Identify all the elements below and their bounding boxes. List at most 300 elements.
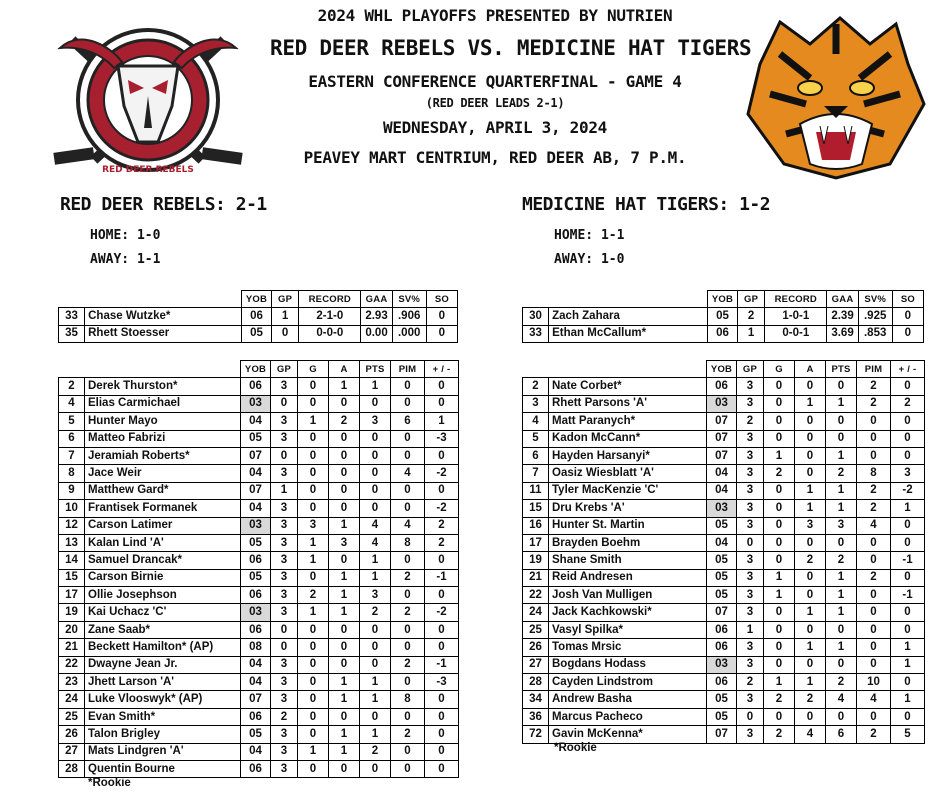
cell-yob: 06 xyxy=(241,308,271,325)
cell-gaa: 0.00 xyxy=(361,325,392,342)
col-header: GAA xyxy=(827,291,858,308)
cell-gp: 3 xyxy=(737,430,764,447)
cell-num: 6 xyxy=(59,430,85,447)
skater-row xyxy=(523,691,925,708)
cell-yob: 04 xyxy=(241,500,271,517)
cell-yob: 04 xyxy=(707,534,737,551)
cell-name: Mats Lindgren 'A' xyxy=(85,743,241,760)
skater-row xyxy=(59,708,459,725)
cell-gp: 1 xyxy=(737,621,764,638)
cell-g: 1 xyxy=(298,534,329,551)
cell-pts: 2 xyxy=(360,604,391,621)
cell-pm: 0 xyxy=(425,395,459,412)
cell-num: 36 xyxy=(523,708,549,725)
cell-gaa: 2.39 xyxy=(827,308,858,325)
cell-pts: 0 xyxy=(826,708,857,725)
rebels-goalie-table xyxy=(58,290,458,343)
cell-num: 3 xyxy=(523,395,549,412)
skater-row xyxy=(523,656,925,673)
cell-g: 2 xyxy=(764,726,795,743)
cell-gp: 0 xyxy=(737,534,764,551)
cell-num: 72 xyxy=(523,726,549,743)
cell-yob: 04 xyxy=(241,413,271,430)
cell-pim: 0 xyxy=(857,534,891,551)
cell-g: 0 xyxy=(764,639,795,656)
cell-gp: 3 xyxy=(737,482,764,499)
skater-header-row xyxy=(523,361,925,378)
cell-pim: 2 xyxy=(857,395,891,412)
cell-pm: 2 xyxy=(425,534,459,551)
cell-pm: -1 xyxy=(891,552,925,569)
cell-name: Hunter St. Martin xyxy=(549,517,707,534)
cell-pm: 0 xyxy=(425,743,459,760)
cell-pts: 0 xyxy=(360,621,391,638)
tigers-goalie-table xyxy=(522,290,924,343)
cell-pts: 0 xyxy=(826,413,857,430)
cell-pim: 2 xyxy=(391,569,425,586)
skater-row xyxy=(59,587,459,604)
cell-pts: 4 xyxy=(360,534,391,551)
cell-name: Tomas Mrsic xyxy=(549,639,707,656)
cell-num: 27 xyxy=(59,743,85,760)
cell-num: 7 xyxy=(523,465,549,482)
skater-row xyxy=(523,708,925,725)
cell-gp: 3 xyxy=(271,743,298,760)
rebels-logo xyxy=(52,10,244,178)
cell-gp: 3 xyxy=(737,639,764,656)
cell-yob: 06 xyxy=(707,674,737,691)
cell-sv: .925 xyxy=(858,308,892,325)
cell-pts: 4 xyxy=(826,691,857,708)
cell-pts: 0 xyxy=(360,639,391,656)
cell-num: 5 xyxy=(59,413,85,430)
cell-pim: 0 xyxy=(391,447,425,464)
cell-pm: 0 xyxy=(425,482,459,499)
cell-num: 17 xyxy=(59,587,85,604)
cell-yob: 04 xyxy=(707,465,737,482)
cell-gp: 0 xyxy=(271,639,298,656)
cell-pm: 0 xyxy=(425,726,459,743)
cell-gp: 3 xyxy=(737,517,764,534)
cell-pm: -3 xyxy=(425,674,459,691)
cell-pts: 0 xyxy=(826,378,857,395)
cell-yob: 07 xyxy=(241,447,271,464)
cell-a: 1 xyxy=(329,604,360,621)
cell-num: 19 xyxy=(59,604,85,621)
cell-rec: 2-1-0 xyxy=(299,308,361,325)
cell-gp: 3 xyxy=(271,500,298,517)
cell-name: Zach Zahara xyxy=(549,308,708,325)
cell-pim: 0 xyxy=(391,743,425,760)
cell-a: 0 xyxy=(795,587,826,604)
cell-pim: 6 xyxy=(391,413,425,430)
cell-num: 22 xyxy=(59,656,85,673)
cell-g: 0 xyxy=(298,500,329,517)
cell-sv: .853 xyxy=(858,325,892,342)
cell-pim: 2 xyxy=(857,569,891,586)
cell-pts: 1 xyxy=(826,604,857,621)
cell-a: 1 xyxy=(795,674,826,691)
cell-pm: 0 xyxy=(425,708,459,725)
cell-gp: 3 xyxy=(737,500,764,517)
cell-gp: 2 xyxy=(738,308,765,325)
skater-row xyxy=(59,500,459,517)
cell-num: 2 xyxy=(59,378,85,395)
skater-row xyxy=(59,621,459,638)
cell-num: 24 xyxy=(59,691,85,708)
cell-pim: 0 xyxy=(857,430,891,447)
cell-pts: 1 xyxy=(826,639,857,656)
cell-so: 0 xyxy=(426,325,457,342)
cell-g: 0 xyxy=(298,760,329,777)
cell-name: Matthew Gard* xyxy=(85,482,241,499)
cell-gp: 0 xyxy=(272,325,299,342)
tigers-away-record: AWAY: 1-0 xyxy=(554,252,625,267)
cell-g: 0 xyxy=(298,621,329,638)
cell-yob: 07 xyxy=(707,447,737,464)
cell-pts: 0 xyxy=(826,621,857,638)
cell-pim: 4 xyxy=(391,517,425,534)
cell-gp: 3 xyxy=(271,674,298,691)
cell-name: Jeramiah Roberts* xyxy=(85,447,241,464)
cell-num: 12 xyxy=(59,517,85,534)
cell-g: 3 xyxy=(298,517,329,534)
cell-num: 25 xyxy=(59,708,85,725)
cell-yob: 04 xyxy=(241,656,271,673)
cell-g: 0 xyxy=(298,639,329,656)
cell-a: 0 xyxy=(329,639,360,656)
cell-yob: 05 xyxy=(707,517,737,534)
cell-pim: 0 xyxy=(857,621,891,638)
cell-rec: 1-0-1 xyxy=(765,308,827,325)
cell-name: Hunter Mayo xyxy=(85,413,241,430)
cell-name: Carson Birnie xyxy=(85,569,241,586)
cell-name: Kalan Lind 'A' xyxy=(85,534,241,551)
cell-num: 19 xyxy=(523,552,549,569)
goalie-header-row xyxy=(523,291,924,308)
cell-pim: 4 xyxy=(857,691,891,708)
cell-pm: -2 xyxy=(891,482,925,499)
cell-pm: -1 xyxy=(891,587,925,604)
cell-yob: 06 xyxy=(241,378,271,395)
cell-pim: 2 xyxy=(857,726,891,743)
skater-row xyxy=(523,587,925,604)
cell-num: 13 xyxy=(59,534,85,551)
cell-so: 0 xyxy=(426,308,457,325)
cell-g: 1 xyxy=(298,413,329,430)
cell-a: 0 xyxy=(795,447,826,464)
cell-gp: 1 xyxy=(271,482,298,499)
cell-a: 1 xyxy=(329,674,360,691)
cell-pm: -2 xyxy=(425,500,459,517)
cell-pim: 10 xyxy=(857,674,891,691)
cell-num: 23 xyxy=(59,674,85,691)
cell-pts: 1 xyxy=(360,552,391,569)
cell-pts: 1 xyxy=(360,378,391,395)
cell-g: 1 xyxy=(764,587,795,604)
cell-gp: 3 xyxy=(271,465,298,482)
skater-row xyxy=(523,674,925,691)
cell-num: 20 xyxy=(59,621,85,638)
cell-a: 4 xyxy=(795,726,826,743)
cell-gp: 3 xyxy=(737,569,764,586)
cell-yob: 04 xyxy=(241,674,271,691)
cell-pm: 0 xyxy=(425,691,459,708)
cell-name: Brayden Boehm xyxy=(549,534,707,551)
cell-yob: 06 xyxy=(241,760,271,777)
cell-yob: 07 xyxy=(241,691,271,708)
cell-pim: 0 xyxy=(857,413,891,430)
cell-pm: -3 xyxy=(425,430,459,447)
cell-yob: 03 xyxy=(707,500,737,517)
goalie-row xyxy=(523,325,924,342)
cell-g: 0 xyxy=(298,378,329,395)
cell-pim: 8 xyxy=(391,534,425,551)
cell-num: 28 xyxy=(59,760,85,777)
cell-pts: 1 xyxy=(360,569,391,586)
skater-row xyxy=(523,482,925,499)
tigers-skater-table xyxy=(522,360,925,744)
cell-yob: 07 xyxy=(707,430,737,447)
skater-row xyxy=(59,726,459,743)
cell-pts: 0 xyxy=(360,708,391,725)
cell-num: 28 xyxy=(523,674,549,691)
cell-name: Talon Brigley xyxy=(85,726,241,743)
col-header: PTS xyxy=(360,361,391,378)
cell-g: 0 xyxy=(764,500,795,517)
cell-name: Nate Corbet* xyxy=(549,378,707,395)
skater-row xyxy=(523,430,925,447)
cell-pts: 0 xyxy=(360,500,391,517)
cell-pim: 0 xyxy=(391,482,425,499)
cell-pim: 0 xyxy=(857,656,891,673)
cell-a: 1 xyxy=(795,482,826,499)
cell-gp: 3 xyxy=(737,726,764,743)
cell-pts: 1 xyxy=(826,482,857,499)
cell-num: 8 xyxy=(59,465,85,482)
cell-pts: 2 xyxy=(360,743,391,760)
cell-yob: 03 xyxy=(707,656,737,673)
skater-row xyxy=(523,552,925,569)
cell-num: 26 xyxy=(59,726,85,743)
col-header: PIM xyxy=(391,361,425,378)
col-header: A xyxy=(329,361,360,378)
cell-pts: 3 xyxy=(360,413,391,430)
cell-num: 5 xyxy=(523,430,549,447)
cell-name: Hayden Harsanyi* xyxy=(549,447,707,464)
skater-row xyxy=(59,760,459,777)
cell-gp: 2 xyxy=(737,413,764,430)
cell-pm: 0 xyxy=(891,569,925,586)
cell-pim: 4 xyxy=(857,517,891,534)
skater-row xyxy=(59,517,459,534)
cell-yob: 08 xyxy=(241,639,271,656)
cell-pm: 0 xyxy=(425,621,459,638)
cell-gp: 3 xyxy=(271,691,298,708)
cell-gp: 0 xyxy=(271,395,298,412)
cell-a: 0 xyxy=(329,482,360,499)
skater-row xyxy=(523,569,925,586)
cell-num: 25 xyxy=(523,621,549,638)
skater-row xyxy=(59,482,459,499)
cell-pts: 1 xyxy=(360,726,391,743)
col-header: GP xyxy=(738,291,765,308)
cell-a: 0 xyxy=(329,552,360,569)
cell-pim: 2 xyxy=(857,378,891,395)
skater-row xyxy=(59,656,459,673)
cell-gaa: 2.93 xyxy=(361,308,392,325)
header-series: EASTERN CONFERENCE QUARTERFINAL - GAME 4 xyxy=(308,72,682,91)
cell-yob: 05 xyxy=(707,552,737,569)
cell-num: 14 xyxy=(59,552,85,569)
cell-a: 3 xyxy=(329,534,360,551)
cell-pim: 8 xyxy=(391,691,425,708)
cell-pm: 0 xyxy=(891,447,925,464)
skater-row xyxy=(523,447,925,464)
cell-pim: 2 xyxy=(391,604,425,621)
cell-gp: 3 xyxy=(271,587,298,604)
cell-pts: 1 xyxy=(826,500,857,517)
skater-row xyxy=(59,743,459,760)
cell-g: 0 xyxy=(764,482,795,499)
cell-pm: 0 xyxy=(891,413,925,430)
cell-a: 0 xyxy=(795,465,826,482)
cell-pts: 1 xyxy=(360,674,391,691)
cell-pm: 1 xyxy=(891,639,925,656)
cell-name: Vasyl Spilka* xyxy=(549,621,707,638)
cell-gp: 0 xyxy=(271,621,298,638)
cell-g: 0 xyxy=(764,604,795,621)
cell-gp: 3 xyxy=(737,691,764,708)
skater-row xyxy=(59,604,459,621)
cell-pm: 5 xyxy=(891,726,925,743)
cell-pm: 0 xyxy=(425,378,459,395)
skater-row xyxy=(523,413,925,430)
cell-pim: 4 xyxy=(391,465,425,482)
cell-pm: -1 xyxy=(425,569,459,586)
cell-num: 27 xyxy=(523,656,549,673)
cell-g: 1 xyxy=(298,743,329,760)
skater-row xyxy=(59,447,459,464)
cell-pts: 3 xyxy=(360,587,391,604)
cell-pm: 1 xyxy=(891,656,925,673)
cell-yob: 07 xyxy=(241,482,271,499)
cell-num: 26 xyxy=(523,639,549,656)
tiger-logo-icon xyxy=(740,14,930,180)
skater-row xyxy=(523,639,925,656)
cell-pim: 0 xyxy=(857,587,891,604)
cell-pim: 0 xyxy=(391,378,425,395)
cell-num: 24 xyxy=(523,604,549,621)
cell-g: 0 xyxy=(298,674,329,691)
cell-pim: 2 xyxy=(391,726,425,743)
cell-yob: 06 xyxy=(707,325,737,342)
cell-name: Luke Vlooswyk* (AP) xyxy=(85,691,241,708)
cell-g: 0 xyxy=(764,395,795,412)
cell-pm: 0 xyxy=(891,430,925,447)
cell-name: Dwayne Jean Jr. xyxy=(85,656,241,673)
cell-yob: 07 xyxy=(707,726,737,743)
cell-name: Jack Kachkowski* xyxy=(549,604,707,621)
cell-name: Carson Latimer xyxy=(85,517,241,534)
cell-gp: 1 xyxy=(272,308,299,325)
cell-name: Jace Weir xyxy=(85,465,241,482)
cell-pm: 0 xyxy=(891,378,925,395)
cell-name: Dru Krebs 'A' xyxy=(549,500,707,517)
cell-a: 1 xyxy=(795,604,826,621)
cell-a: 0 xyxy=(795,569,826,586)
col-header: RECORD xyxy=(299,291,361,308)
cell-pim: 0 xyxy=(391,430,425,447)
cell-num: 22 xyxy=(523,587,549,604)
cell-g: 0 xyxy=(298,569,329,586)
cell-a: 0 xyxy=(795,708,826,725)
cell-pm: -1 xyxy=(425,656,459,673)
skater-row xyxy=(523,500,925,517)
cell-pm: -2 xyxy=(425,465,459,482)
skater-row xyxy=(523,726,925,743)
cell-rec: 0-0-0 xyxy=(299,325,361,342)
cell-a: 0 xyxy=(795,534,826,551)
cell-gp: 3 xyxy=(271,726,298,743)
cell-pts: 3 xyxy=(826,517,857,534)
cell-a: 1 xyxy=(329,691,360,708)
cell-pm: 0 xyxy=(425,587,459,604)
cell-a: 1 xyxy=(329,517,360,534)
rebels-title: RED DEER REBELS: 2-1 xyxy=(60,194,267,215)
cell-num: 15 xyxy=(59,569,85,586)
cell-yob: 03 xyxy=(707,395,737,412)
cell-pts: 0 xyxy=(826,656,857,673)
skater-row xyxy=(523,378,925,395)
cell-gp: 3 xyxy=(737,552,764,569)
cell-gp: 3 xyxy=(271,534,298,551)
cell-a: 1 xyxy=(795,395,826,412)
cell-yob: 07 xyxy=(707,604,737,621)
cell-pts: 4 xyxy=(360,517,391,534)
cell-yob: 05 xyxy=(241,726,271,743)
cell-pm: 3 xyxy=(891,465,925,482)
cell-gp: 3 xyxy=(271,517,298,534)
cell-pts: 2 xyxy=(826,465,857,482)
cell-gp: 2 xyxy=(737,674,764,691)
cell-name: Bogdans Hodass xyxy=(549,656,707,673)
cell-num: 4 xyxy=(523,413,549,430)
col-header: PIM xyxy=(857,361,891,378)
cell-pm: 0 xyxy=(425,639,459,656)
cell-num: 33 xyxy=(523,325,549,342)
cell-yob: 06 xyxy=(707,378,737,395)
cell-name: Cayden Lindstrom xyxy=(549,674,707,691)
col-header: A xyxy=(795,361,826,378)
cell-g: 0 xyxy=(764,430,795,447)
cell-a: 0 xyxy=(795,413,826,430)
cell-pim: 2 xyxy=(857,482,891,499)
cell-num: 15 xyxy=(523,500,549,517)
cell-a: 2 xyxy=(329,413,360,430)
cell-name: Elias Carmichael xyxy=(85,395,241,412)
cell-yob: 05 xyxy=(707,587,737,604)
cell-gp: 1 xyxy=(738,325,765,342)
cell-name: Derek Thurston* xyxy=(85,378,241,395)
cell-yob: 07 xyxy=(707,413,737,430)
cell-gp: 3 xyxy=(737,395,764,412)
cell-pm: 0 xyxy=(891,517,925,534)
cell-a: 1 xyxy=(329,743,360,760)
cell-yob: 05 xyxy=(707,569,737,586)
skater-row xyxy=(59,639,459,656)
col-header: YOB xyxy=(241,291,271,308)
